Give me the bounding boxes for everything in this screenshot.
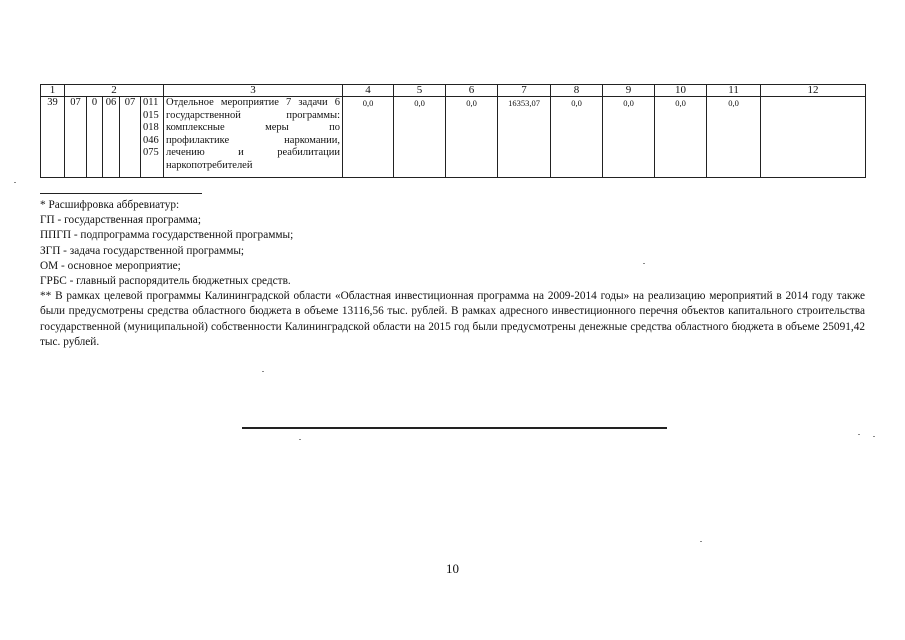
header-cell: 11 xyxy=(707,85,761,97)
code-list-item: 046 xyxy=(143,134,159,146)
footnote-heading: * Расшифровка аббревиатур: xyxy=(40,199,180,211)
description-line: профилактике наркомании, xyxy=(166,134,341,146)
scan-speck xyxy=(700,541,702,542)
table-row xyxy=(41,97,866,178)
header-cell: 6 xyxy=(446,85,498,97)
signature-line xyxy=(242,427,667,429)
scan-speck xyxy=(873,436,875,437)
value-cell: 0,0 xyxy=(603,97,655,178)
header-cell: 2 xyxy=(65,85,164,97)
scan-speck xyxy=(643,263,645,264)
code-list-item: 015 xyxy=(143,109,159,121)
table-header-row xyxy=(41,85,866,97)
header-cell: 7 xyxy=(498,85,551,97)
description-line: комплексные меры по xyxy=(166,122,341,134)
description-cell xyxy=(164,97,343,178)
scan-speck xyxy=(299,439,301,440)
code-cell: 06 xyxy=(103,97,120,178)
code-list-item: 018 xyxy=(143,122,159,134)
description-line: лечению и реабилитации xyxy=(166,147,341,159)
value-cell xyxy=(761,97,866,178)
footnotes xyxy=(40,198,865,350)
value-cell: 0,0 xyxy=(446,97,498,178)
abbreviation-item: ППГП - подпрограмма государственной программы; xyxy=(40,229,294,242)
code-cell: 07 xyxy=(120,97,141,178)
code-list-cell xyxy=(141,97,164,178)
header-cell: 12 xyxy=(761,85,866,97)
value-cell: 0,0 xyxy=(655,97,707,178)
footnote-separator xyxy=(40,193,202,194)
abbreviation-item: ГРБС - главный распорядитель бюджетных средств. xyxy=(40,275,291,288)
report-table xyxy=(40,84,866,178)
value-cell: 0,0 xyxy=(551,97,603,178)
header-cell: 3 xyxy=(164,85,343,97)
header-cell: 8 xyxy=(551,85,603,97)
scan-speck xyxy=(262,371,264,372)
code-list-item: 011 xyxy=(143,97,159,108)
page-number: 10 xyxy=(446,561,459,576)
header-cell: 10 xyxy=(655,85,707,97)
code-cell: 07 xyxy=(65,97,87,178)
header-cell: 9 xyxy=(603,85,655,97)
value-cell: 16353,07 xyxy=(498,97,551,178)
header-cell: 1 xyxy=(41,85,65,97)
value-cell: 0,0 xyxy=(394,97,446,178)
abbreviation-item: ОМ - основное мероприятие; xyxy=(40,259,181,272)
scan-speck xyxy=(858,434,860,435)
footnote-extra: ** В рамках целевой программы Калининградской области «Областная инвестиционная программа на 2009-2014 годы» на реализацию мероприятий в 2014 году также были предусмотрены средства областного бюджета в объеме 13116,56 тыс. рублей. В рамках адресного инвестиционного перечня объектов капитального строительства государственной (муниципальной) собственности Калининградской области на 2015 год были предусмотрены денежные средства областного бюджета в объеме 25091,42 тыс. рублей. xyxy=(40,290,865,348)
description-line: Отдельное мероприятие 7 задачи 6 xyxy=(166,97,341,108)
description-line: государственной программы: xyxy=(166,109,341,121)
abbreviation-item: ГП - государственная программа; xyxy=(40,214,201,227)
code-cell: 0 xyxy=(87,97,103,178)
scan-speck xyxy=(14,182,16,183)
code-list-item: 075 xyxy=(143,147,159,159)
value-cell: 0,0 xyxy=(707,97,761,178)
row-number: 39 xyxy=(41,97,65,178)
abbreviation-item: ЗГП - задача государственной программы; xyxy=(40,244,245,257)
header-cell: 5 xyxy=(394,85,446,97)
header-cell: 4 xyxy=(343,85,394,97)
value-cell: 0,0 xyxy=(343,97,394,178)
description-line: наркопотребителей xyxy=(166,159,253,171)
